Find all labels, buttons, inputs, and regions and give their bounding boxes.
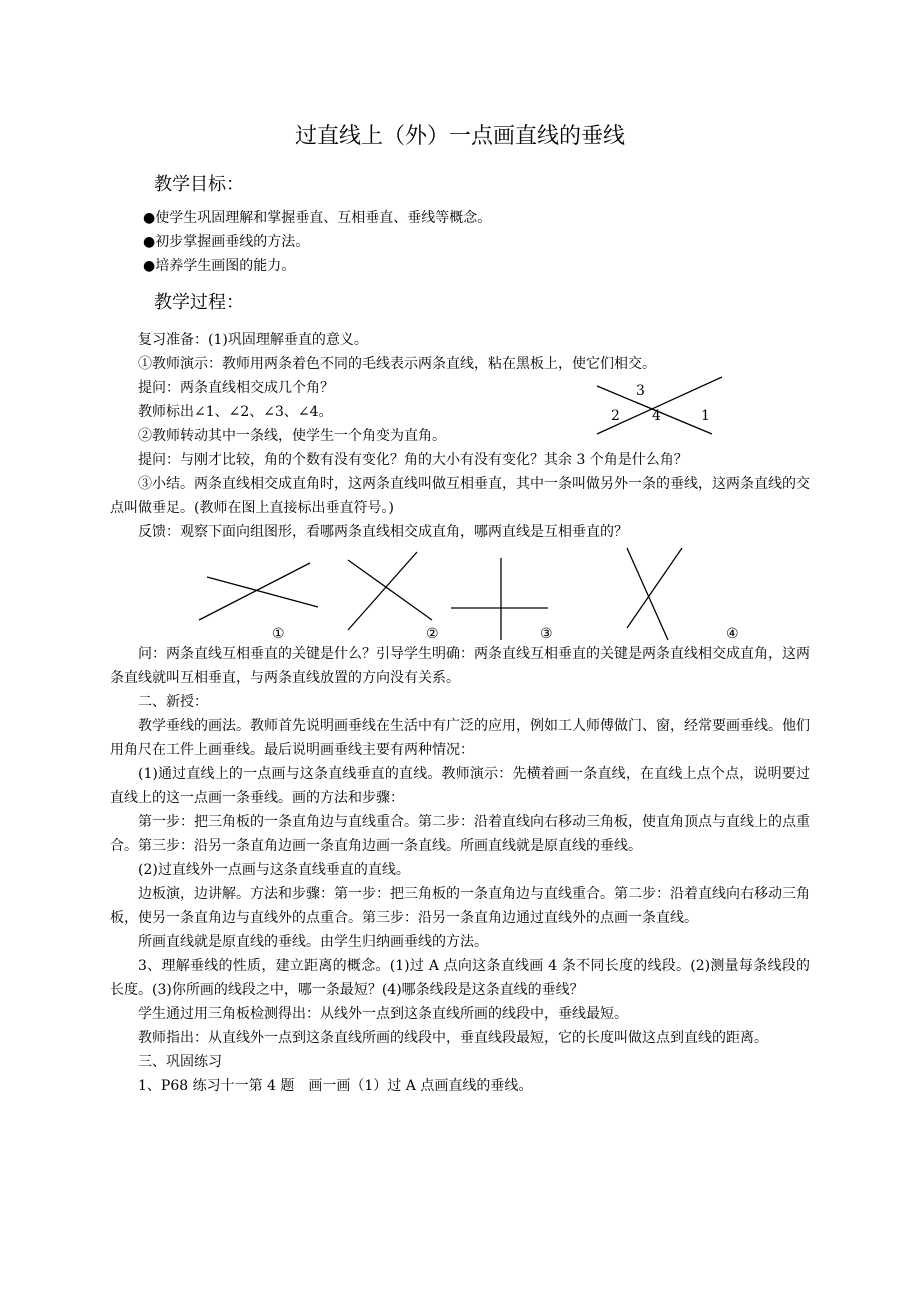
paragraph: ③小结。两条直线相交成直角时，这两条直线叫做互相垂直，其中一条叫做另外一条的垂线，这两条直线的交点叫做垂足。(教师在图上直接标出垂直符号。)	[110, 476, 810, 516]
paragraph: 复习准备：(1)巩固理解垂直的意义。	[138, 332, 368, 348]
paragraph: 教师标出∠1、∠2、∠3、∠4。	[138, 404, 333, 420]
paragraph: 所画直线就是原直线的垂线。由学生归纳画垂线的方法。	[138, 934, 488, 950]
paragraph: 教学垂线的画法。教师首先说明画垂线在生活中有广泛的应用，例如工人师傅做门、窗，经常要画垂线。他们用角尺在工件上画垂线。最后说明画垂线主要有两种情况：	[110, 718, 810, 758]
figure-label: ④	[726, 626, 739, 642]
figure-1	[199, 563, 318, 642]
figure-label: ②	[426, 626, 439, 642]
figure-4	[627, 548, 739, 642]
figure-2	[348, 552, 439, 642]
objective-item: ●初步掌握画垂线的方法。	[143, 234, 310, 250]
objectives-heading: 教学目标：	[154, 174, 244, 195]
section-heading: 二、新授：	[138, 694, 208, 710]
objective-item: ●培养学生画图的能力。	[143, 258, 296, 274]
paragraph: (2)过直线外一点画与这条直线垂直的直线。	[138, 862, 410, 878]
angle-label: 1	[701, 408, 710, 424]
paragraph: 提问：与刚才比较，角的个数有没有变化？角的大小有没有变化？其余 3 个角是什么角？	[138, 452, 688, 468]
figure-label: ①	[272, 626, 285, 642]
paragraph: 1、P68 练习十一第 4 题 画一画（1）过 A 点画直线的垂线。	[138, 1078, 533, 1094]
paragraph: 学生通过用三角板检测得出：从线外一点到这条直线所画的线段中，垂线最短。	[138, 1006, 628, 1022]
document-title: 过直线上（外）一点画直线的垂线	[294, 124, 625, 149]
paragraph: 教师指出：从直线外一点到这条直线所画的线段中，垂直线段最短，它的长度叫做这点到直线的距离。	[138, 1030, 768, 1046]
angle-label: 3	[636, 383, 645, 399]
paragraph: ②教师转动其中一条线，使学生一个角变为直角。	[138, 428, 446, 444]
angle-figure	[597, 377, 722, 434]
paragraph: 3、理解垂线的性质，建立距离的概念。(1)过 A 点向这条直线画 4 条不同长度的线段。(2)测量每条线段的长度。(3)你所画的线段之中，哪一条最短？(4)哪条线段是这条直线的垂线？	[110, 958, 810, 998]
figure-label: ③	[540, 626, 553, 642]
paragraph: 边板演，边讲解。方法和步骤：第一步：把三角板的一条直角边与直线重合。第二步：沿着直线向右移动三角板，使另一条直角边与直线外的点重合。第三步：沿另一条直角边通过直线外的点画一条直线。	[110, 886, 810, 926]
paragraph: ①教师演示：教师用两条着色不同的毛线表示两条直线，粘在黑板上，使它们相交。	[138, 356, 656, 372]
paragraph: 反馈：观察下面向组图形，看哪两条直线相交成直角，哪两直线是互相垂直的？	[138, 524, 628, 540]
objective-item: ●使学生巩固理解和掌握垂直、互相垂直、垂线等概念。	[143, 210, 492, 226]
angle-label: 4	[652, 408, 661, 424]
paragraph: (1)通过直线上的一点画与这条直线垂直的直线。教师演示：先横着画一条直线，在直线上点个点，说明要过直线上的这一点画一条垂线。画的方法和步骤：	[110, 766, 810, 806]
paragraph: 提问：两条直线相交成几个角？	[138, 380, 334, 396]
section-heading: 三、巩固练习	[138, 1054, 222, 1070]
line	[597, 377, 722, 434]
process-heading: 教学过程：	[154, 292, 244, 313]
paragraph: 第一步：把三角板的一条直角边与直线重合。第二步：沿着直线向右移动三角板，使直角顶点与直线上的点重合。第三步：沿另一条直角边画一条直角边画一条直线。所画直线就是原直线的垂线。	[110, 814, 810, 854]
paragraph: 问：两条直线互相垂直的关键是什么？引导学生明确：两条直线互相垂直的关键是两条直线相交成直角，这两条直线就叫互相垂直，与两条直线放置的方向没有关系。	[110, 646, 810, 686]
new-lesson-section	[110, 642, 810, 1098]
figure-3	[451, 558, 553, 642]
angle-label: 2	[611, 408, 620, 424]
